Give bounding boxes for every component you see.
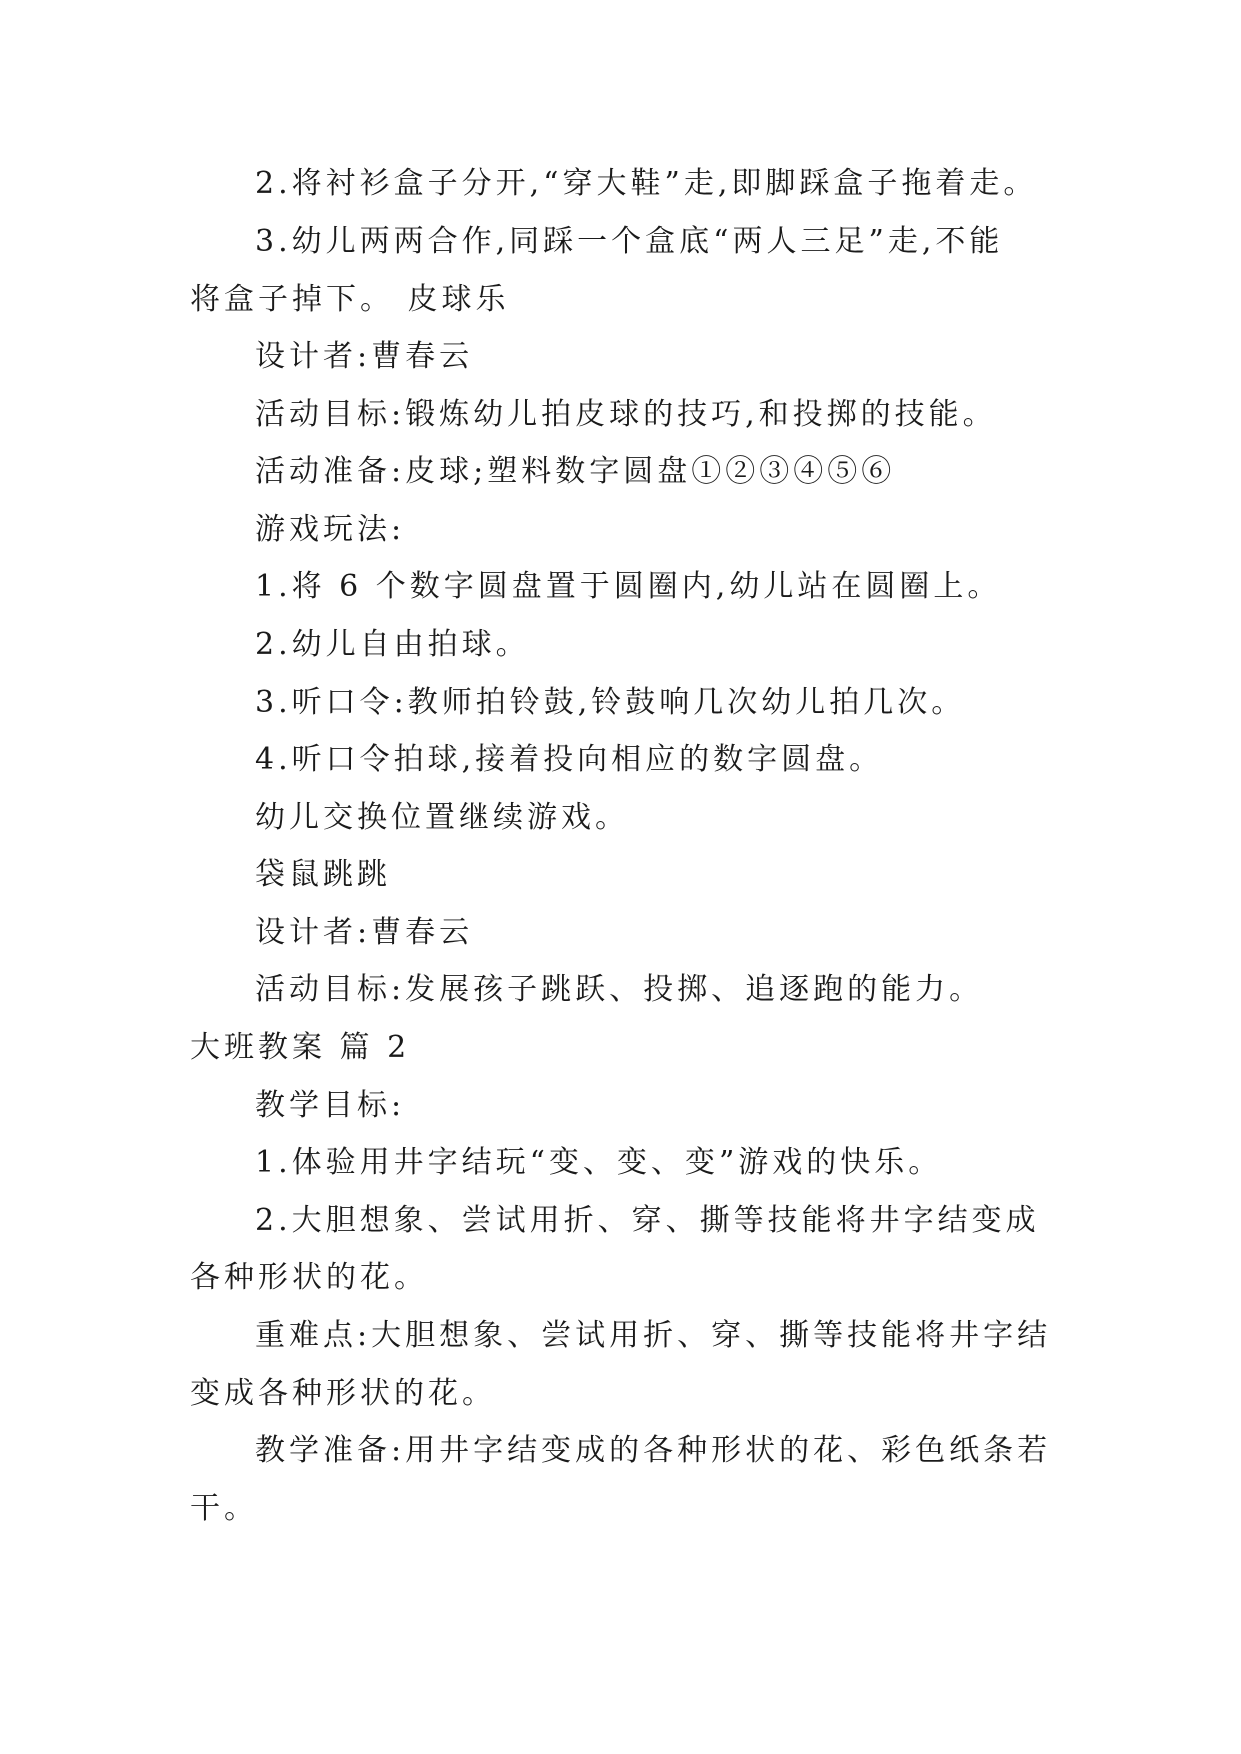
paragraph-line: 游戏玩法: <box>255 512 406 547</box>
paragraph-line: 1.将 6 个数字圆盘置于圆圈内,幼儿站在圆圈上。 <box>255 569 1002 604</box>
paragraph-line: 1.体验用井字结玩“变、变、变”游戏的快乐。 <box>255 1145 943 1180</box>
paragraph-line: 干。 <box>190 1491 258 1526</box>
paragraph-line: 2.将衬衫盒子分开,“穿大鞋”走,即脚踩盒子拖着走。 <box>255 166 1038 201</box>
paragraph-line: 活动目标:锻炼幼儿拍皮球的技巧,和投掷的技能。 <box>255 397 997 432</box>
section-heading: 大班教案 篇 2 <box>190 1030 411 1065</box>
paragraph-line: 重难点:大胆想象、尝试用折、穿、撕等技能将井字结 <box>255 1318 1052 1353</box>
paragraph-line: 教学目标: <box>255 1088 406 1123</box>
paragraph-line: 幼儿交换位置继续游戏。 <box>255 800 629 835</box>
paragraph-line: 4.听口令拍球,接着投向相应的数字圆盘。 <box>255 742 884 777</box>
paragraph-line: 2.大胆想象、尝试用折、穿、撕等技能将井字结变成 <box>255 1203 1040 1238</box>
paragraph-line: 活动准备:皮球;塑料数字圆盘①②③④⑤⑥ <box>255 454 896 489</box>
paragraph-line: 活动目标:发展孩子跳跃、投掷、追逐跑的能力。 <box>255 972 984 1007</box>
paragraph-line: 3.幼儿两两合作,同踩一个盒底“两人三足”走,不能 <box>255 224 1004 259</box>
paragraph-line: 2.幼儿自由拍球。 <box>255 627 530 662</box>
paragraph-line: 变成各种形状的花。 <box>190 1376 496 1411</box>
paragraph-line: 教学准备:用井字结变成的各种形状的花、彩色纸条若 <box>255 1433 1052 1468</box>
paragraph-line: 设计者:曹春云 <box>255 339 474 374</box>
paragraph-line: 设计者:曹春云 <box>255 915 474 950</box>
paragraph-line: 3.听口令:教师拍铃鼓,铃鼓响几次幼儿拍几次。 <box>255 685 966 720</box>
section-subtitle: 袋鼠跳跳 <box>255 857 391 892</box>
paragraph-line: 各种形状的花。 <box>190 1260 428 1295</box>
paragraph-line: 将盒子掉下。 皮球乐 <box>190 282 510 317</box>
